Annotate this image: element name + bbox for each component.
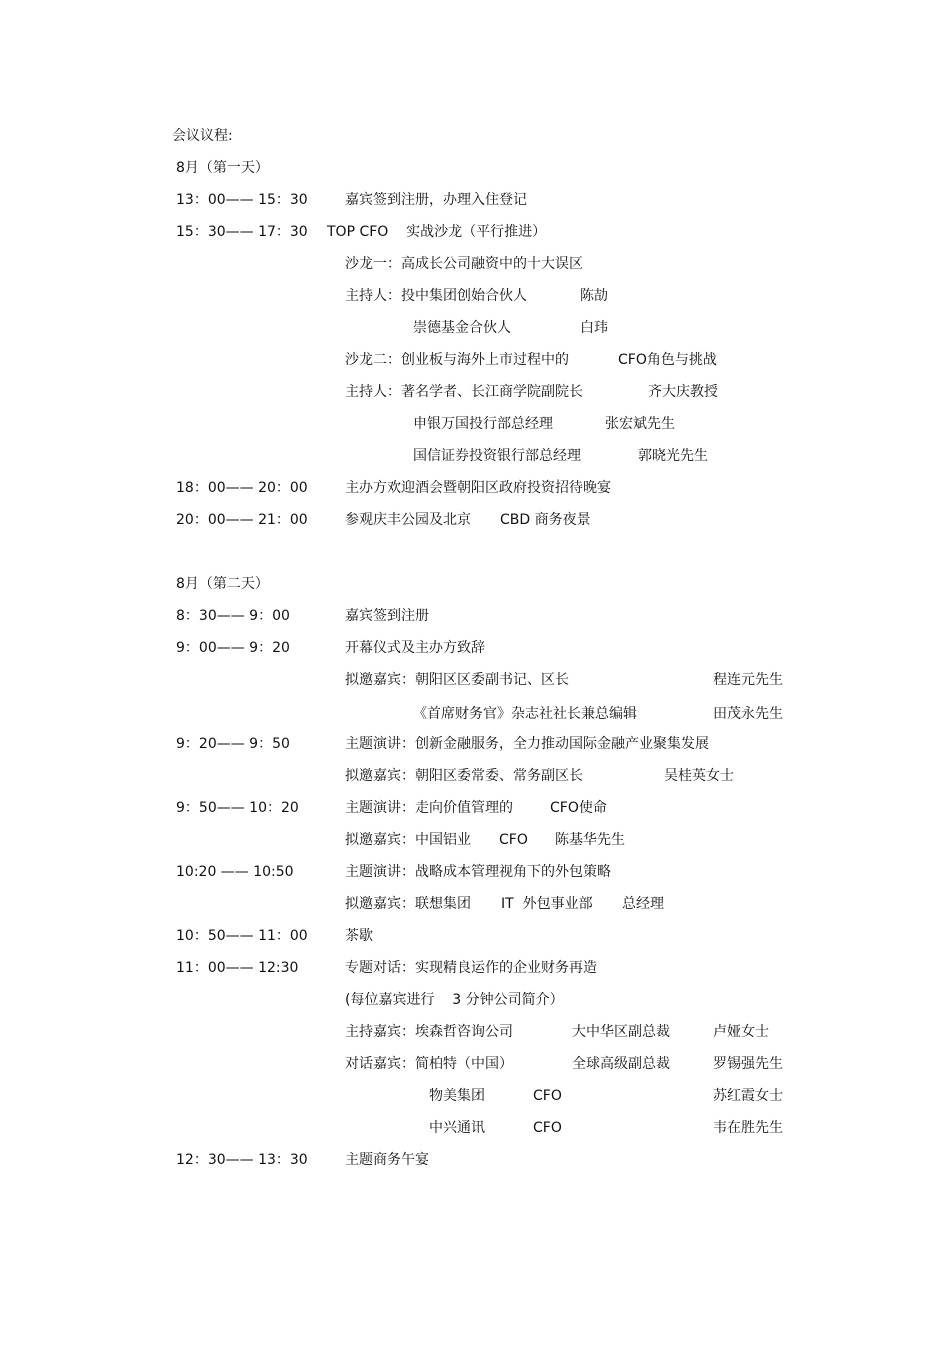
salon2-host-a-name: 齐大庆教授 bbox=[648, 384, 718, 400]
day2-item-7-guest-2: 物美集团 bbox=[429, 1088, 485, 1104]
salon2-title-tail: CFO角色与挑战 bbox=[618, 352, 717, 368]
day2-item-2: 开幕仪式及主办方致辞 bbox=[345, 640, 485, 656]
salon2-host-c: 国信证券投资银行部总经理 bbox=[413, 448, 581, 464]
salon2-host-c-name: 郭晓光先生 bbox=[638, 448, 708, 464]
day2-item-4-guest-title: CFO bbox=[499, 832, 528, 848]
agenda-heading: 会议议程: bbox=[172, 128, 233, 144]
day2-item-7-guest-1-title: 全球高级副总裁 bbox=[572, 1056, 670, 1072]
day2-item-7-guest-3-title: CFO bbox=[533, 1120, 562, 1136]
salon1-host-b-name: 白玮 bbox=[580, 320, 608, 336]
day2-item-7-guest-2-name: 苏红霞女士 bbox=[713, 1088, 783, 1104]
day1-time-2: 15：30—— 17：30 bbox=[176, 224, 308, 240]
day1-item-4-tail: CBD 商务夜景 bbox=[500, 512, 591, 528]
day1-time-1: 13：00—— 15：30 bbox=[176, 192, 308, 208]
day2-item-7-host-name: 卢娅女士 bbox=[713, 1024, 769, 1040]
day2-item-7-guest-1-name: 罗锡强先生 bbox=[713, 1056, 783, 1072]
day2-item-7-guest-3-name: 韦在胜先生 bbox=[713, 1120, 783, 1136]
day2-item-7: 专题对话：实现精良运作的企业财务再造 bbox=[345, 960, 597, 976]
day1-time-4: 20：00—— 21：00 bbox=[176, 512, 308, 528]
day2-item-5-guest: 拟邀嘉宾：联想集团 bbox=[345, 896, 471, 912]
day2-item-3-guest-name: 吴桂英女士 bbox=[664, 768, 734, 784]
salon2-host-a: 主持人：著名学者、长江商学院副院长 bbox=[345, 384, 583, 400]
day1-item-3: 主办方欢迎酒会暨朝阳区政府投资招待晚宴 bbox=[345, 480, 611, 496]
day2-item-4-guest: 拟邀嘉宾：中国铝业 bbox=[345, 832, 471, 848]
day2-time-1: 8：30—— 9：00 bbox=[176, 608, 290, 624]
day2-time-6: 10：50—— 11：00 bbox=[176, 928, 308, 944]
day2-time-5: 10:20 —— 10:50 bbox=[176, 864, 294, 880]
day2-item-7-guest-1: 对话嘉宾：简柏特（中国） bbox=[345, 1056, 513, 1072]
day2-item-7-host-title: 大中华区副总裁 bbox=[572, 1024, 670, 1040]
salon1-host-a-name: 陈劼 bbox=[580, 288, 608, 304]
salon1-title: 沙龙一：高成长公司融资中的十大误区 bbox=[345, 256, 583, 272]
day1-item-2: TOP CFO 实战沙龙（平行推进） bbox=[327, 224, 547, 240]
day2-time-4: 9：50—— 10：20 bbox=[176, 800, 299, 816]
day2-time-7: 11：00—— 12:30 bbox=[176, 960, 299, 976]
day2-label: 8月（第二天） bbox=[176, 576, 269, 592]
day2-item-5-guest-dept: IT 外包事业部 bbox=[501, 896, 593, 912]
day2-item-4: 主题演讲：走向价值管理的 bbox=[345, 800, 513, 816]
day2-item-4-guest-name: 陈基华先生 bbox=[555, 832, 625, 848]
day2-item-3-guest: 拟邀嘉宾：朝阳区委常委、常务副区长 bbox=[345, 768, 583, 784]
day2-item-8: 主题商务午宴 bbox=[345, 1152, 429, 1168]
day2-item-7-guest-3: 中兴通讯 bbox=[429, 1120, 485, 1136]
day1-item-4: 参观庆丰公园及北京 bbox=[345, 512, 471, 528]
day2-time-3: 9：20—— 9：50 bbox=[176, 736, 290, 752]
day1-label: 8月（第一天） bbox=[176, 160, 269, 176]
day2-item-2-guest-1: 拟邀嘉宾：朝阳区区委副书记、区长 bbox=[345, 672, 569, 688]
salon2-host-b: 申银万国投行部总经理 bbox=[413, 416, 553, 432]
salon2-title: 沙龙二：创业板与海外上市过程中的 bbox=[345, 352, 569, 368]
salon1-host-a: 主持人：投中集团创始合伙人 bbox=[345, 288, 527, 304]
day2-item-7-guest-2-title: CFO bbox=[533, 1088, 562, 1104]
day2-item-2-guest-2-name: 田茂永先生 bbox=[713, 706, 783, 722]
day2-item-3: 主题演讲：创新金融服务，全力推动国际金融产业聚集发展 bbox=[345, 736, 709, 752]
day2-item-5: 主题演讲：战略成本管理视角下的外包策略 bbox=[345, 864, 611, 880]
day1-time-3: 18：00—— 20：00 bbox=[176, 480, 308, 496]
day2-item-6: 茶歇 bbox=[345, 928, 373, 944]
day1-item-1: 嘉宾签到注册，办理入住登记 bbox=[345, 192, 527, 208]
day2-item-2-guest-1-name: 程连元先生 bbox=[713, 672, 783, 688]
day2-item-5-guest-title: 总经理 bbox=[622, 896, 664, 912]
day2-item-4-tail: CFO使命 bbox=[550, 800, 607, 816]
day2-item-7-host: 主持嘉宾：埃森哲咨询公司 bbox=[345, 1024, 513, 1040]
day2-time-2: 9：00—— 9：20 bbox=[176, 640, 290, 656]
day2-item-7-note: (每位嘉宾进行 3 分钟公司简介） bbox=[345, 992, 564, 1008]
day2-item-1: 嘉宾签到注册 bbox=[345, 608, 429, 624]
salon2-host-b-name: 张宏斌先生 bbox=[605, 416, 675, 432]
day2-time-8: 12：30—— 13：30 bbox=[176, 1152, 308, 1168]
salon1-host-b: 崇德基金合伙人 bbox=[413, 320, 511, 336]
day2-item-2-guest-2: 《首席财务官》杂志社社长兼总编辑 bbox=[413, 706, 637, 722]
